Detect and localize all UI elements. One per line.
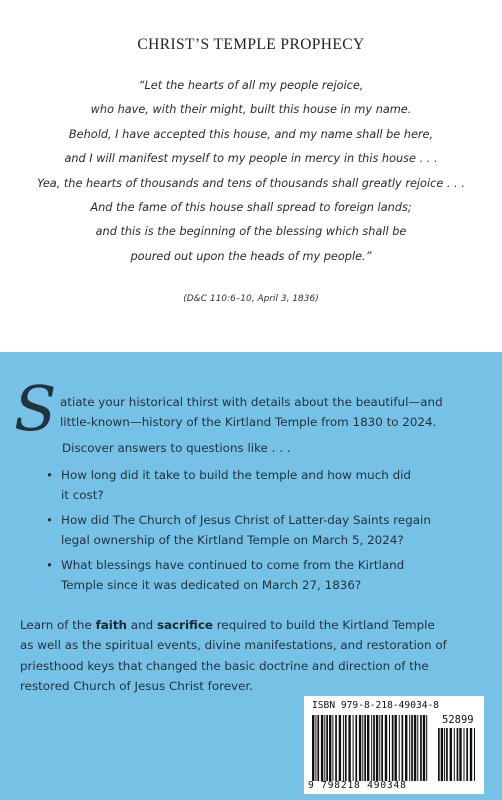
quote-line: Yea, the hearts of thousands and tens of thousands shall greatly rejoice . . .	[37, 176, 465, 190]
closing-line: priesthood keys that changed the basic doctrine and direction of the	[20, 658, 429, 673]
barcode-digits: 9 798218 490348	[308, 780, 407, 791]
quote-line: And the fame of this house shall spread to foreign lands;	[90, 201, 412, 215]
scripture-quote	[0, 74, 502, 269]
bullet-icon: •	[46, 558, 54, 572]
question-line: How long did it take to build the temple and how much did	[61, 468, 411, 482]
drop-cap: S	[14, 372, 57, 445]
question-list	[46, 466, 494, 601]
question-line: legal ownership of the Kirtland Temple on March 5, 2024?	[61, 532, 404, 547]
price-code: 52899	[442, 714, 474, 726]
quote-line: poured out upon the heads of my people.”	[130, 249, 372, 263]
discover-line: Discover answers to questions like . . .	[62, 441, 291, 455]
bullet-icon: •	[46, 468, 54, 482]
quote-line: and I will manifest myself to my people in mercy in this house . . .	[64, 152, 438, 166]
closing-text: and	[127, 618, 157, 632]
intro-paragraph	[60, 392, 492, 432]
addon-barcode-bars	[438, 728, 478, 781]
quote-line: “Let the hearts of all my people rejoice,	[138, 79, 364, 92]
closing-text: Learn of the	[20, 618, 96, 632]
description-panel	[0, 352, 502, 800]
intro-line: little-known—history of the Kirtland Temple from 1830 to 2024.	[60, 415, 437, 429]
page-title: CHRIST’S TEMPLE PROPHECY	[137, 36, 365, 53]
list-item	[46, 511, 494, 550]
question-line: Temple since it was dedicated on March 27, 1836?	[61, 577, 362, 592]
question-line: How did The Church of Jesus Christ of Latter-day Saints regain	[61, 513, 431, 527]
barcode-bars	[312, 715, 434, 781]
closing-text: required to build the Kirtland Temple	[212, 618, 435, 632]
faith-emphasis: faith	[95, 618, 127, 632]
closing-line: restored Church of Jesus Christ forever.	[20, 678, 253, 693]
intro-line: atiate your historical thirst with details about the beautiful—and	[60, 395, 443, 409]
closing-line	[20, 615, 490, 635]
bullet-icon: •	[46, 513, 54, 527]
quote-line: who have, with their might, built this house in my name.	[90, 103, 412, 117]
top-section	[0, 0, 502, 352]
quote-citation: (D&C 110:6–10, April 3, 1836)	[183, 294, 319, 304]
isbn-barcode	[304, 696, 484, 794]
closing-paragraph	[20, 615, 490, 696]
isbn-label: ISBN 979-8-218-49034-8	[312, 700, 440, 711]
sacrifice-emphasis: sacrifice	[156, 618, 213, 632]
quote-line: Behold, I have accepted this house, and my name shall be here,	[68, 127, 434, 141]
list-item	[46, 466, 494, 505]
question-line: it cost?	[61, 487, 104, 502]
quote-line: and this is the beginning of the blessing which shall be	[95, 225, 407, 239]
question-line: What blessings have continued to come from the Kirtland	[61, 558, 405, 572]
list-item	[46, 556, 494, 595]
closing-line: as well as the spiritual events, divine manifestations, and restoration of	[20, 638, 447, 653]
